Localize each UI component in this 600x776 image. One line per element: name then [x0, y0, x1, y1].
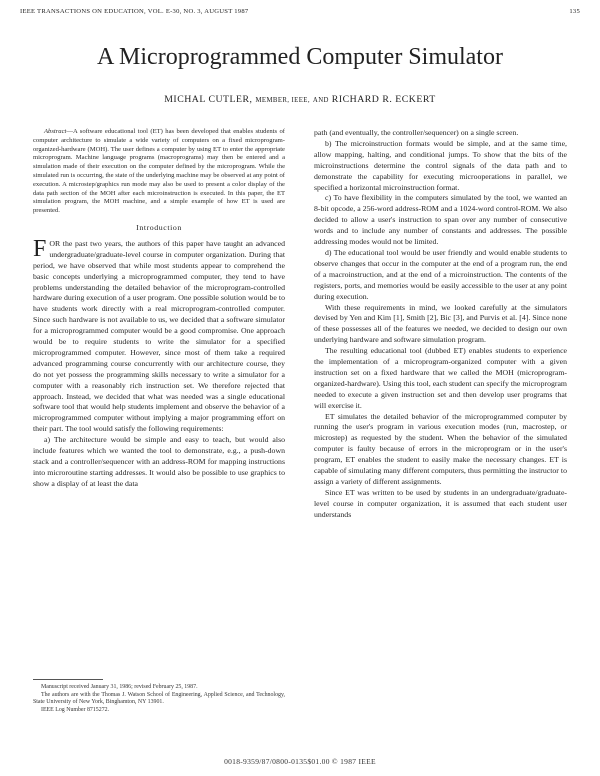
- author-2: RICHARD R. ECKERT: [331, 94, 436, 105]
- author-conjunction: AND: [312, 97, 329, 104]
- copyright-line: 0018-9359/87/0800-0135$01.00 © 1987 IEEE: [224, 757, 376, 766]
- paper-title: A Microprogrammed Computer Simulator: [97, 44, 503, 70]
- author-1: MICHAL CUTLER,: [164, 94, 253, 105]
- paragraph-since-et: Since ET was written to be used by students in an undergraduate/graduate-level course in computer organization, it is assumed that each student user understands: [314, 487, 567, 519]
- page-number: 135: [569, 8, 580, 15]
- drop-cap: F: [33, 235, 47, 262]
- paragraph-et-simulates: ET simulates the detailed behavior of the microprogrammed computer by running the user's program in various execution modes (run, macrostep, or microstep) as requested by the student. When the behavior of the simulated computer is faulty because of errors in the microprogram or in the user's program, ET enables the student to easily make the necessary changes. ET is capable of simulating many different computers, thus permitting the instructor to assign a variety of different assignments.: [314, 411, 567, 486]
- footnote-rule: [33, 679, 103, 680]
- intro-paragraph-1: [33, 235, 285, 435]
- right-column: [314, 128, 567, 521]
- abstract-label: Abstract: [44, 128, 67, 135]
- abstract-text: —A software educational tool (ET) has been developed that enables students of computer architecture to simulate a wide variety of computers on a fixed microprogram-organized-hardware (MOH). The user defines a computer by using ET to enter the appropriate microprogram. Machine language programs (macroprograms) may then be entered and a simulation made of their execution on the computer defined by the microprogram. While the simulated run is occurring, the state of the underlying machine may be observed at any point of execution. A microstep/graphics run mode may also be used to present a color display of the data path section of the MOH after each microinstruction is executed. In this paper, the ET simulation program, the MOH machine, and a simple example of how ET is used are presented.: [33, 128, 285, 215]
- left-column: [33, 128, 285, 490]
- abstract: [33, 128, 285, 216]
- footnote-log-number: IEEE Log Number 8715272.: [41, 706, 110, 713]
- requirement-c: c) To have flexibility in the computers simulated by the tool, we wanted an 8-bit opcode, a 256-word address-ROM and a 1024-word control-ROM. We also decided to allow a user's instruction to span over any number of consecutive words and to include any number of constants and addresses. The possible addressing modes would not be limited.: [314, 193, 567, 247]
- section-heading-introduction: Introduction: [136, 222, 182, 232]
- intro-paragraph-1-text: OR the past two years, the authors of this paper have taught an advanced undergraduate/graduate-level course in computer organization. During that period, we have observed that while most students appear to comprehend the basic concepts underlying a microprogrammed computer, they tend to have problems understanding the detailed behavior of the microprogram-controlled hardware during execution of a user program. One possible solution would be to have students work directly with a real microprogram-controlled computer. Since such hardware is not available to us, we decided that a software simulator for a microprogrammed computer would be a good compromise. One approach would be to require students to write the simulator for a specified microprogrammed computer. However, since most of them take a required advanced programming course concurrently with our architecture course, they do not yet possess the programming skills necessary to write a simulator for a computer with a reasonably rich instruction set. We therefore rejected that approach. Instead, we decided that what was needed was a single educational software tool that would help students implement and observe the behavior of a microprogrammed computer without implying a major programming effort on their part. The tool would satisfy the following requirements:: [33, 238, 285, 434]
- running-header: [20, 8, 580, 20]
- journal-citation: IEEE TRANSACTIONS ON EDUCATION, VOL. E-30, NO. 3, AUGUST 1987: [20, 8, 249, 15]
- paragraph-with-requirements: With these requirements in mind, we looked carefully at the simulators devised by Yen and Kim [1], Smith [2], Bic [3], and Purvis et al. [4]. Since none of these possesses all of the features we needed, we decided to design our own underlying hardware and software simulation program.: [314, 302, 567, 345]
- requirement-a: a) The architecture would be simple and easy to teach, but would also include features which we wanted the tool to demonstrate, e.g., a push-down stack and a controller/sequencer with an address-ROM for mapping instructions into microroutine starting addresses. It would also be possible to use graphics to show a display of at least the data: [33, 435, 285, 488]
- requirement-b: b) The microinstruction formats would be simple, and at the same time, allow mapping, halting, and conditional jumps. To show that the bits of the microinstructions determine the control signals of the data path and to demonstrate the capability for executing microoperations in parallel, we specified a horizontal microinstruction format.: [314, 138, 567, 192]
- paragraph-resulting-tool: The resulting educational tool (dubbed ET) enables students to experience the implementation of a microprogram-organized computer with a given instruction set on a fixed hardware that we called the MOH (microprogram-organized-hardware). Using this tool, each student can specify the microprogram needed to execute a given instruction set and then develop user programs that will exercise it.: [314, 346, 567, 410]
- author-line: [0, 94, 600, 105]
- requirement-d: d) The educational tool would be user friendly and would enable students to observe changes that occur in the computer at the end of a program run, the end of a macroinstruction, and at the end of a microinstruction. The contents of the registers, ports, and memories would be easily accessible to the user at any point during execution.: [314, 247, 567, 301]
- author-1-membership: MEMBER, IEEE,: [255, 97, 310, 104]
- footnote-received: Manuscript received January 31, 1986; revised February 25, 1987.: [41, 684, 198, 690]
- footnote-affiliation: The authors are with the Thomas J. Watson School of Engineering, Applied Science, and Technology, State University of New York, Binghamton, NY 13901.: [33, 691, 285, 706]
- footnote: [33, 684, 285, 714]
- continued-text: path (and eventually, the controller/sequencer) on a single screen.: [314, 128, 519, 137]
